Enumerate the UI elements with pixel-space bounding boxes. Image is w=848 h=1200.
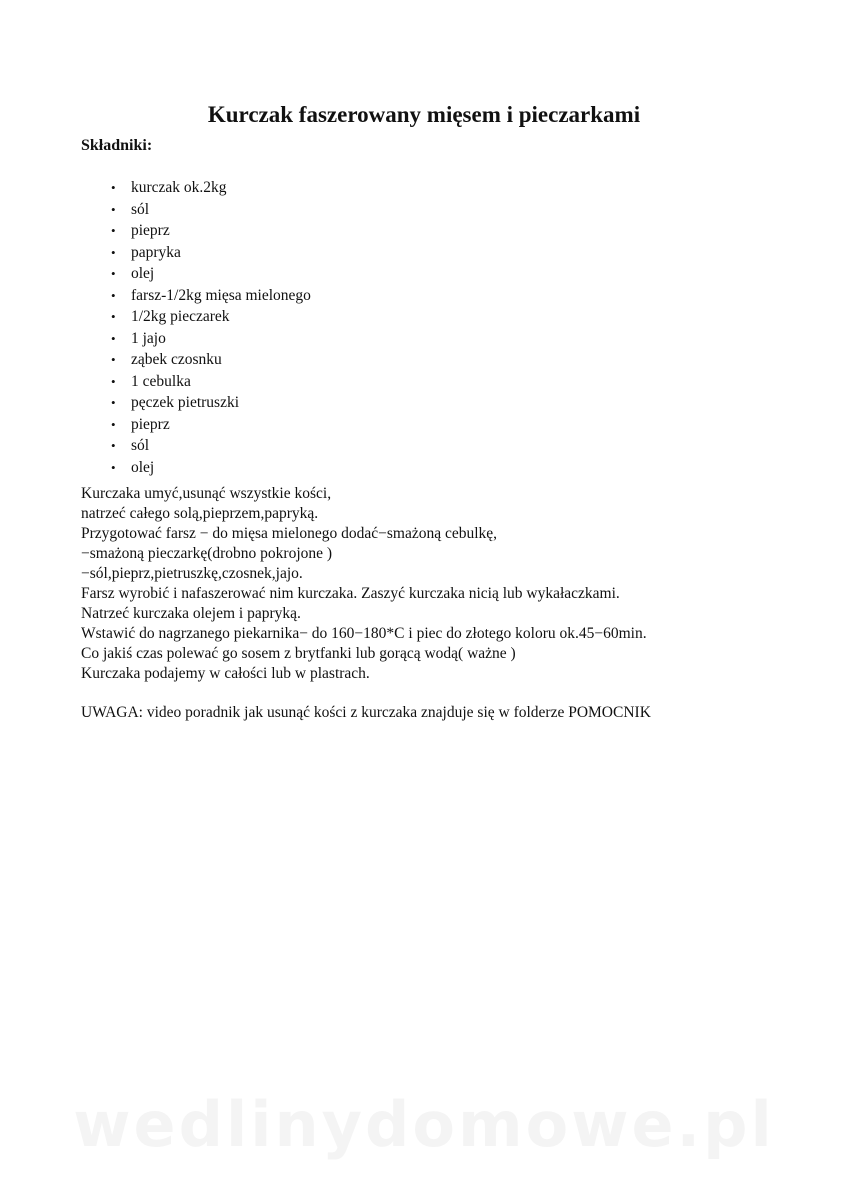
list-item bbox=[81, 199, 311, 221]
list-item bbox=[81, 392, 311, 414]
ingredients-list bbox=[81, 177, 311, 478]
instruction-line: Kurczaka umyć,usunąć wszystkie kości, bbox=[81, 485, 332, 502]
ingredient-text: ząbek czosnku bbox=[131, 351, 222, 368]
instruction-line: −sól,pieprz,pietruszkę,czosnek,jajo. bbox=[81, 565, 303, 582]
list-item bbox=[81, 220, 311, 242]
ingredient-text: 1 jajo bbox=[131, 329, 166, 347]
instructions-block bbox=[81, 484, 781, 684]
ingredient-text: papryka bbox=[131, 243, 181, 261]
instruction-line: −smażoną pieczarkę(drobno pokrojone ) bbox=[81, 545, 333, 562]
instruction-line: Co jakiś czas polewać go sosem z brytfanki lub gorącą wodą( ważne ) bbox=[81, 645, 516, 662]
list-item bbox=[81, 242, 311, 264]
ingredient-text: sól bbox=[131, 437, 150, 454]
ingredient-text: olej bbox=[131, 265, 155, 282]
ingredient-text: pieprz bbox=[131, 222, 170, 239]
ingredient-text: 1 cebulka bbox=[131, 372, 191, 390]
bullet-icon: • bbox=[111, 373, 116, 389]
list-item bbox=[81, 457, 311, 479]
ingredient-text: farsz-1/2kg mięsa mielonego bbox=[131, 286, 311, 304]
list-item bbox=[81, 263, 311, 285]
instruction-line: Kurczaka podajemy w całości lub w plastrach. bbox=[81, 665, 370, 682]
ingredient-text: kurczak ok.2kg bbox=[131, 179, 227, 196]
list-item bbox=[81, 177, 311, 199]
ingredient-text: sól bbox=[131, 200, 150, 218]
bullet-icon: • bbox=[111, 244, 116, 260]
bullet-icon: • bbox=[111, 223, 116, 238]
note-text: UWAGA: video poradnik jak usunąć kości z kurczaka znajduje się w folderze POMOCNIK bbox=[81, 704, 651, 721]
bullet-icon: • bbox=[111, 266, 116, 281]
instruction-line: Farsz wyrobić i nafaszerować nim kurczaka. Zaszyć kurczaka nicią lub wykałaczkami. bbox=[81, 585, 620, 602]
list-item bbox=[81, 414, 311, 436]
list-item bbox=[81, 328, 311, 350]
list-item bbox=[81, 306, 311, 328]
ingredient-text: 1/2kg pieczarek bbox=[131, 308, 230, 325]
bullet-icon: • bbox=[111, 180, 116, 195]
ingredient-text: pieprz bbox=[131, 415, 170, 433]
list-item bbox=[81, 435, 311, 457]
bullet-icon: • bbox=[111, 395, 116, 410]
instruction-line: natrzeć całego solą,pieprzem,papryką. bbox=[81, 505, 319, 522]
list-item bbox=[81, 285, 311, 307]
instruction-line: Natrzeć kurczaka olejem i papryką. bbox=[81, 605, 301, 622]
recipe-title: Kurczak faszerowany mięsem i pieczarkami bbox=[207, 102, 641, 127]
bullet-icon: • bbox=[111, 352, 116, 367]
bullet-icon: • bbox=[111, 201, 116, 217]
instruction-line: Wstawić do nagrzanego piekarnika− do 160−180*C i piec do złotego koloru ok.45−60min. bbox=[81, 625, 647, 642]
ingredient-text: olej bbox=[131, 458, 155, 476]
watermark: wedlinydomowe.pl bbox=[73, 1088, 775, 1161]
ingredient-text: pęczek pietruszki bbox=[131, 394, 240, 411]
ingredients-heading: Składniki: bbox=[81, 137, 153, 154]
bullet-icon: • bbox=[111, 438, 116, 453]
bullet-icon: • bbox=[111, 330, 116, 346]
bullet-icon: • bbox=[111, 459, 116, 475]
bullet-icon: • bbox=[111, 416, 116, 432]
instruction-line: Przygotować farsz − do mięsa mielonego dodać−smażoną cebulkę, bbox=[81, 525, 498, 542]
bullet-icon: • bbox=[111, 287, 116, 303]
bullet-icon: • bbox=[111, 309, 116, 324]
list-item bbox=[81, 349, 311, 371]
list-item bbox=[81, 371, 311, 393]
